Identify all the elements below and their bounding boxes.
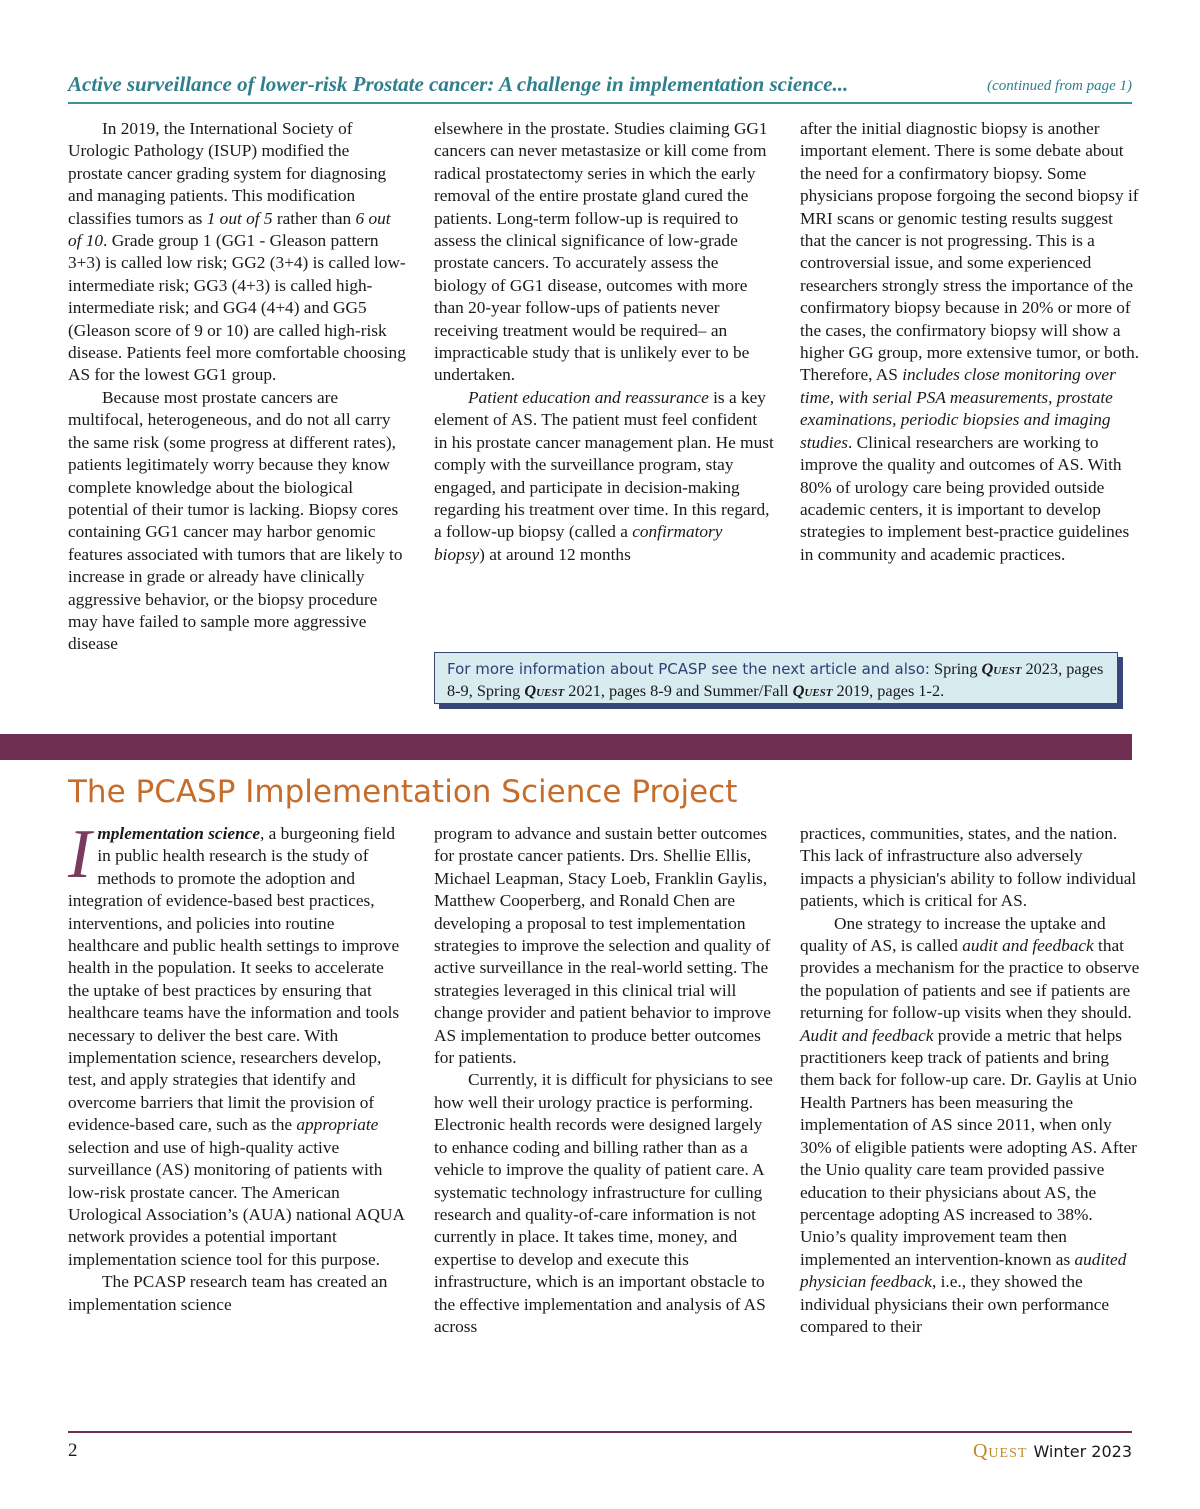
paragraph: One strategy to increase the uptake and quality of AS, is called audit and feedback that provides a mechanism for the practice to observe the population of patients and see if patients are returning for follow-up visits when they should. Audit and feedback provide a metric that helps practitioners keep track of patients and bring them back for follow-up care. Dr. Gaylis at Unio Health Partners has been measuring the implementation of AS since 2011, when only 30% of eligible patients were adopting AS. After the Unio quality care team provided passive education to their physicians about AS, the percentage adopting AS increased to 38%. Unio’s quality improvement team then implemented an intervention-known as audited physician feedback, i.e., they showed the individual physicians their own performance compared to their (800, 913, 1140, 1336)
page-number: 2 (68, 1440, 78, 1461)
paragraph: In 2019, the International Society of Urologic Pathology (ISUP) modified the prostate cancer grading system for diagnosing and managing patients. This modification classifies tumors as 1 out of 5 rather than 6 out of 10. Grade group 1 (GG1 - Gleason pattern 3+3) is called low risk; GG2 (3+4) is called low-intermediate risk; GG3 (4+3) is called high-intermediate risk; and GG4 (4+4) and GG5 (Gleason score of 9 or 10) are called high-risk disease. Patients feel more comfortable choosing AS for the lowest GG1 group. (68, 119, 406, 385)
header-title: Active surveillance of lower-risk Prostate cancer: A challenge in implementation science... (68, 72, 849, 96)
section-title: The PCASP Implementation Science Project (68, 774, 738, 810)
paragraph: practices, communities, states, and the nation. This lack of infrastructure also adversely impacts a physician's ability to follow individual patients, which is critical for AS. (800, 824, 1137, 911)
top-column-1 (68, 118, 408, 656)
paragraph: The PCASP research team has created an implementation science (68, 1272, 388, 1314)
paragraph: Currently, it is difficult for physicians to see how well their urology practice is performing. Electronic health records were designed largely to enhance coding and billing rather than as a vehicle to improve the quality of patient care. A systematic technology infrastructure for culling research and quality-of-care information is not currently in place. It takes time, money, and expertise to develop and execute this infrastructure, which is an important obstacle to the effective implementation and analysis of AS across (434, 1070, 773, 1336)
quest-wordmark: Quest (524, 681, 565, 700)
section-divider-band (0, 734, 1132, 760)
bottom-column-3 (800, 823, 1140, 1338)
top-column-2 (434, 118, 774, 566)
issue-season: Winter 2023 (1033, 1442, 1132, 1461)
continued-note: (continued from page 1) (987, 78, 1132, 94)
paragraph: after the initial diagnostic biopsy is another important element. There is some debate about the need for a confirmatory biopsy. Some physicians propose forgoing the second biopsy if MRI scans or genomic testing results suggest that the cancer is not progressing. This is a controversial issue, and some experienced researchers strongly stress the importance of the confirmatory biopsy because in 20% or more of the cases, the confirmatory biopsy will show a higher GG group, more extensive tumor, or both. Therefore, AS includes close monitoring over time, with serial PSA measurements, prostate examinations, periodic biopsies and imaging studies. Clinical researchers are working to improve the quality and outcomes of AS. With 80% of urology care being provided outside academic centers, it is important to develop strategies to implement best-practice guidelines in community and academic practices. (800, 119, 1140, 564)
paragraph: Patient education and reassurance is a key element of AS. The patient must feel confident in his prostate cancer management plan. He must comply with the surveillance program, stay engaged, and participate in decision-making regarding his treatment over time. In this regard, a follow-up biopsy (called a confirmatory biopsy) at around 12 months (434, 387, 774, 564)
paragraph: Implementation science, a burgeoning field in public health research is the study of methods to promote the adoption and integration of evidence-based best practices, interventions, and policies into routine healthcare and public health settings to improve health in the population. It seeks to accelerate the uptake of best practices by ensuring that healthcare teams have the information and tools necessary to deliver the best care. With implementation science, researchers develop, test, and apply strategies that identify and overcome barriers that limit the provision of evidence-based care, such as the appropriate selection and use of high-quality active surveillance (AS) monitoring of patients with low-risk prostate cancer. The American Urological Association’s (AUA) national AQUA network provides a potential important implementation science tool for this purpose. (68, 816, 404, 1269)
top-column-3 (800, 118, 1140, 566)
paragraph: Because most prostate cancers are multifocal, heterogeneous, and do not all carry the same risk (some progress at different rates), patients legitimately worry because they know complete knowledge about the biological potential of their tumor is lacking. Biopsy cores containing GG1 cancer may harbor genomic features associated with tumors that are likely to increase in grade or already have clinically aggressive behavior, or the biopsy procedure may have failed to sample more aggressive disease (68, 387, 403, 654)
info-lead: For more information about PCASP see the next article and also: (447, 660, 930, 678)
quest-wordmark: Quest (981, 659, 1022, 678)
footer-rule (68, 1431, 1132, 1433)
running-header (68, 68, 1132, 104)
quest-wordmark: Quest (792, 681, 833, 700)
bottom-column-2 (434, 823, 774, 1338)
bottom-column-1 (68, 816, 408, 1316)
drop-cap: I (68, 816, 92, 893)
quest-logo-text: Quest (972, 1440, 1028, 1462)
paragraph: program to advance and sustain better outcomes for prostate cancer patients. Drs. Shellie Ellis, Michael Leapman, Stacy Loeb, Franklin Gaylis, Matthew Cooperberg, and Ronald Chen are developing a proposal to test implementation strategies to improve the selection and quality of active surveillance in the real-world setting. The strategies leveraged in this clinical trial will change provider and patient behavior to improve AS implementation to produce better outcomes for patients. (434, 824, 771, 1068)
more-info-box: For more information about PCASP see the next article and also: Spring Quest 2023, pages 8-9, Spring Quest 2021, pages 8-9 and Summer/Fall Quest 2019, pages 1-2. (434, 652, 1118, 704)
paragraph: elsewhere in the prostate. Studies claiming GG1 cancers can never metastasize or kill come from radical prostatectomy series in which the early removal of the entire prostate gland cured the patients. Long-term follow-up is required to assess the clinical significance of low-grade prostate cancers. To accurately assess the biology of GG1 disease, outcomes with more than 20-year follow-ups of patients never receiving treatment would be required– an impracticable study that is unlikely ever to be undertaken. (434, 119, 768, 385)
footer-brand (973, 1440, 1132, 1463)
